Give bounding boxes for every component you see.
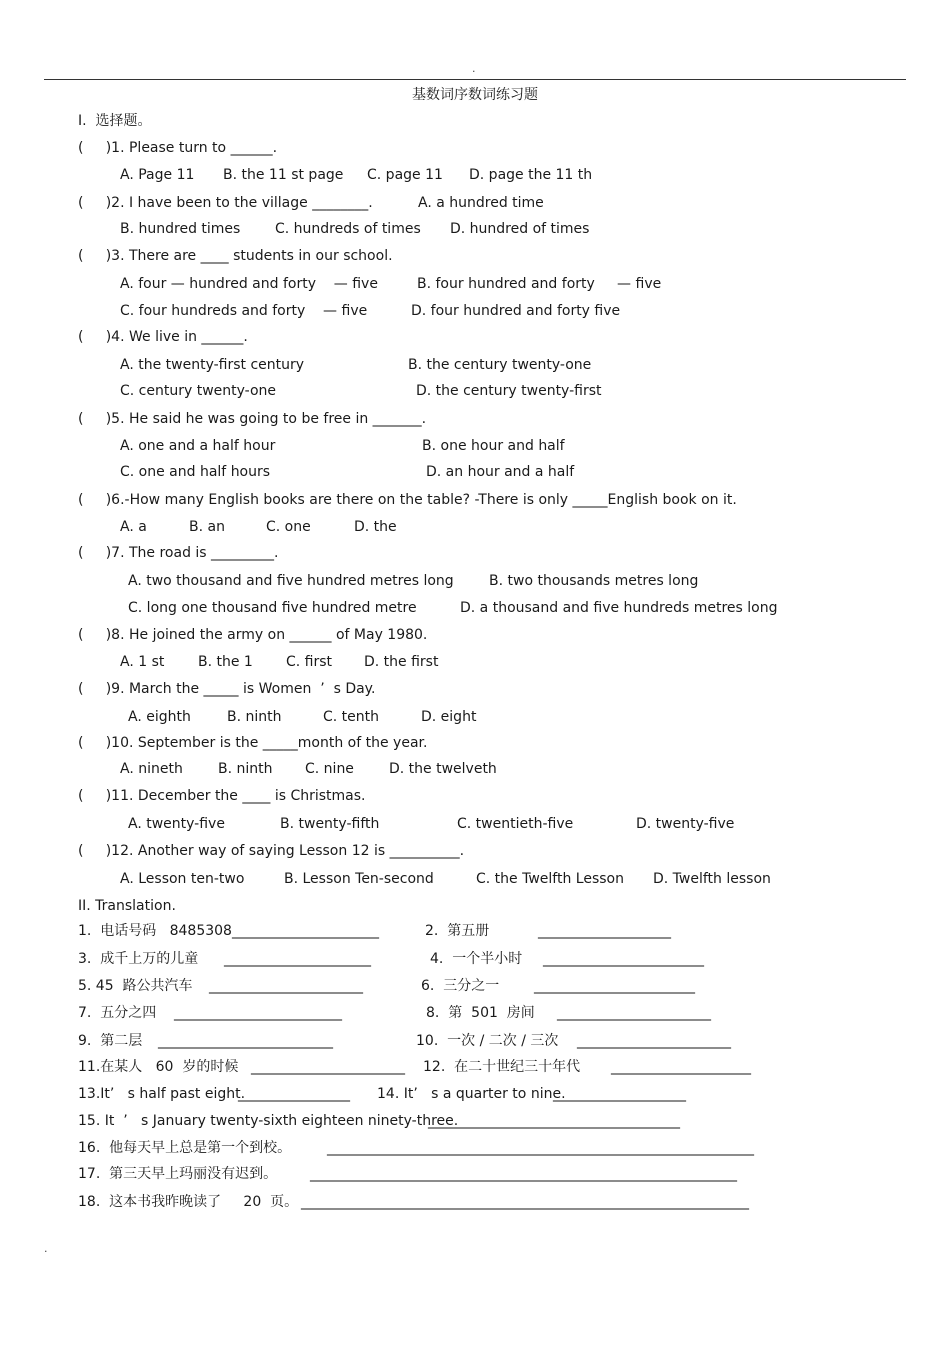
option: B. the 1 [198,654,253,670]
option: C. one [266,519,311,535]
translation-item: 15. It ’ s January twenty-sixth eighteen ninety-three. [78,1113,459,1129]
option: B. the century twenty-one [408,357,592,373]
translation-item: 9. 第二层 [78,1033,143,1049]
option: D. four hundred and forty five [411,303,621,319]
option: B. the 11 st page [223,167,344,183]
answer-blank[interactable]: ________________ [238,1086,350,1102]
question-stem: ( )7. The road is _________. [78,545,279,561]
translation-item: 7. 五分之四 [78,1005,157,1021]
option: C. nine [305,761,354,777]
option: D. the century twenty-first [416,383,602,399]
option: C. first [286,654,333,670]
option: A. two thousand and five hundred metres long [128,573,454,589]
option: B. ninth [218,761,273,777]
option: C. hundreds of times [275,221,421,237]
answer-blank[interactable]: _____________________ [232,923,379,939]
translation-item: 18. 这本书我昨晚读了 20 页。 [78,1194,299,1210]
translation-item: 13.It’ s half past eight. [78,1086,246,1102]
translation-item: 12. 在二十世纪三十年代 [423,1059,581,1075]
answer-blank[interactable]: ____________________________________ [428,1113,680,1129]
question-stem: ( )3. There are ____ students in our school. [78,248,393,264]
option: B. hundred times [120,221,241,237]
answer-blank[interactable]: _____________________ [224,951,371,967]
option: C. tenth [323,709,380,725]
option: B. Lesson Ten-second [284,871,434,887]
translation-item: 14. It’ s a quarter to nine. [377,1086,566,1102]
question-stem: ( )11. December the ____ is Christmas. [78,788,366,804]
option: A. Lesson ten-two [120,871,245,887]
answer-blank[interactable]: _____________________________________________________________ [310,1166,737,1182]
section-heading: II. Translation. [78,898,176,914]
option: A. four — hundred and forty — five [120,276,378,292]
answer-blank[interactable]: ___________________ [553,1086,686,1102]
answer-blank[interactable]: _______________________ [543,951,704,967]
option: A. nineth [120,761,183,777]
question-stem: ( )5. He said he was going to be free in _______. [78,411,427,427]
option: D. the twelveth [389,761,497,777]
option: B. one hour and half [422,438,565,454]
answer-blank[interactable]: ______________________ [251,1059,405,1075]
question-stem: ( )1. Please turn to ______. [78,140,278,156]
answer-blank[interactable]: ___________________ [538,923,671,939]
translation-item: 6. 三分之一 [421,978,500,994]
translation-item: 4. 一个半小时 [430,951,523,967]
question-stem: ( )6.-How many English books are there on the table? -There is only _____English book on it. [78,492,737,508]
answer-blank[interactable]: ______________________ [577,1033,731,1049]
option: D. an hour and a half [426,464,575,480]
option: D. hundred of times [450,221,590,237]
option: A. a [120,519,147,535]
option: B. an [189,519,225,535]
option: A. one and a half hour [120,438,276,454]
option: D. eight [421,709,477,725]
option: D. Twelfth lesson [653,871,771,887]
translation-item: 8. 第 501 房间 [426,1005,535,1021]
answer-blank[interactable]: ________________________________________________________________ [301,1194,749,1210]
option: C. one and half hours [120,464,271,480]
option: C. four hundreds and forty — five [120,303,368,319]
option: A. the twenty-first century [120,357,305,373]
option: A. 1 st [120,654,165,670]
bottom-mark: . [44,1242,48,1255]
translation-item: 5. 45 路公共汽车 [78,978,193,994]
answer-blank[interactable]: ____________________ [611,1059,751,1075]
answer-blank[interactable]: _____________________________________________________________ [327,1140,754,1156]
answer-blank[interactable]: _________________________ [158,1033,333,1049]
option: A. Page 11 [120,167,195,183]
question-stem: ( )9. March the _____ is Women ’ s Day. [78,681,376,697]
translation-item: 10. 一次 / 二次 / 三次 [416,1033,559,1049]
option: A. a hundred time [418,195,544,211]
option: B. two thousands metres long [489,573,699,589]
option: D. the [354,519,397,535]
question-stem: ( )8. He joined the army on ______ of May 1980. [78,627,428,643]
question-stem: ( )2. I have been to the village ________. [78,195,373,211]
answer-blank[interactable]: ______________________ [209,978,363,994]
question-stem: ( )12. Another way of saying Lesson 12 is __________. [78,843,465,859]
translation-item: 1. 电话号码 8485308 [78,923,232,939]
question-stem: ( )10. September is the _____month of the year. [78,735,428,751]
option: D. the first [364,654,439,670]
header-rule [44,79,906,80]
answer-blank[interactable]: ______________________ [557,1005,711,1021]
option: C. long one thousand five hundred metre [128,600,417,616]
translation-item: 3. 成千上万的儿童 [78,951,199,967]
option: B. four hundred and forty — five [417,276,662,292]
option: A. twenty-five [128,816,225,832]
translation-item: 16. 他每天早上总是第一个到校。 [78,1140,292,1156]
top-mark: . [472,62,476,75]
translation-item: 11.在某人 60 岁的时候 [78,1059,239,1075]
option: C. page 11 [367,167,443,183]
option: C. century twenty-one [120,383,277,399]
option: D. twenty-five [636,816,735,832]
option: B. ninth [227,709,282,725]
answer-blank[interactable]: _______________________ [534,978,695,994]
option: A. eighth [128,709,191,725]
option: B. twenty-fifth [280,816,380,832]
option: C. the Twelfth Lesson [476,871,624,887]
translation-item: 17. 第三天早上玛丽没有迟到。 [78,1166,278,1182]
option: D. a thousand and five hundreds metres long [460,600,778,616]
answer-blank[interactable]: ________________________ [174,1005,342,1021]
option: C. twentieth-five [457,816,574,832]
option: D. page the 11 th [469,167,593,183]
section-heading: I. 选择题。 [78,113,152,129]
translation-item: 2. 第五册 [425,923,490,939]
question-stem: ( )4. We live in ______. [78,329,248,345]
page-title: 基数词序数词练习题 [412,87,538,103]
